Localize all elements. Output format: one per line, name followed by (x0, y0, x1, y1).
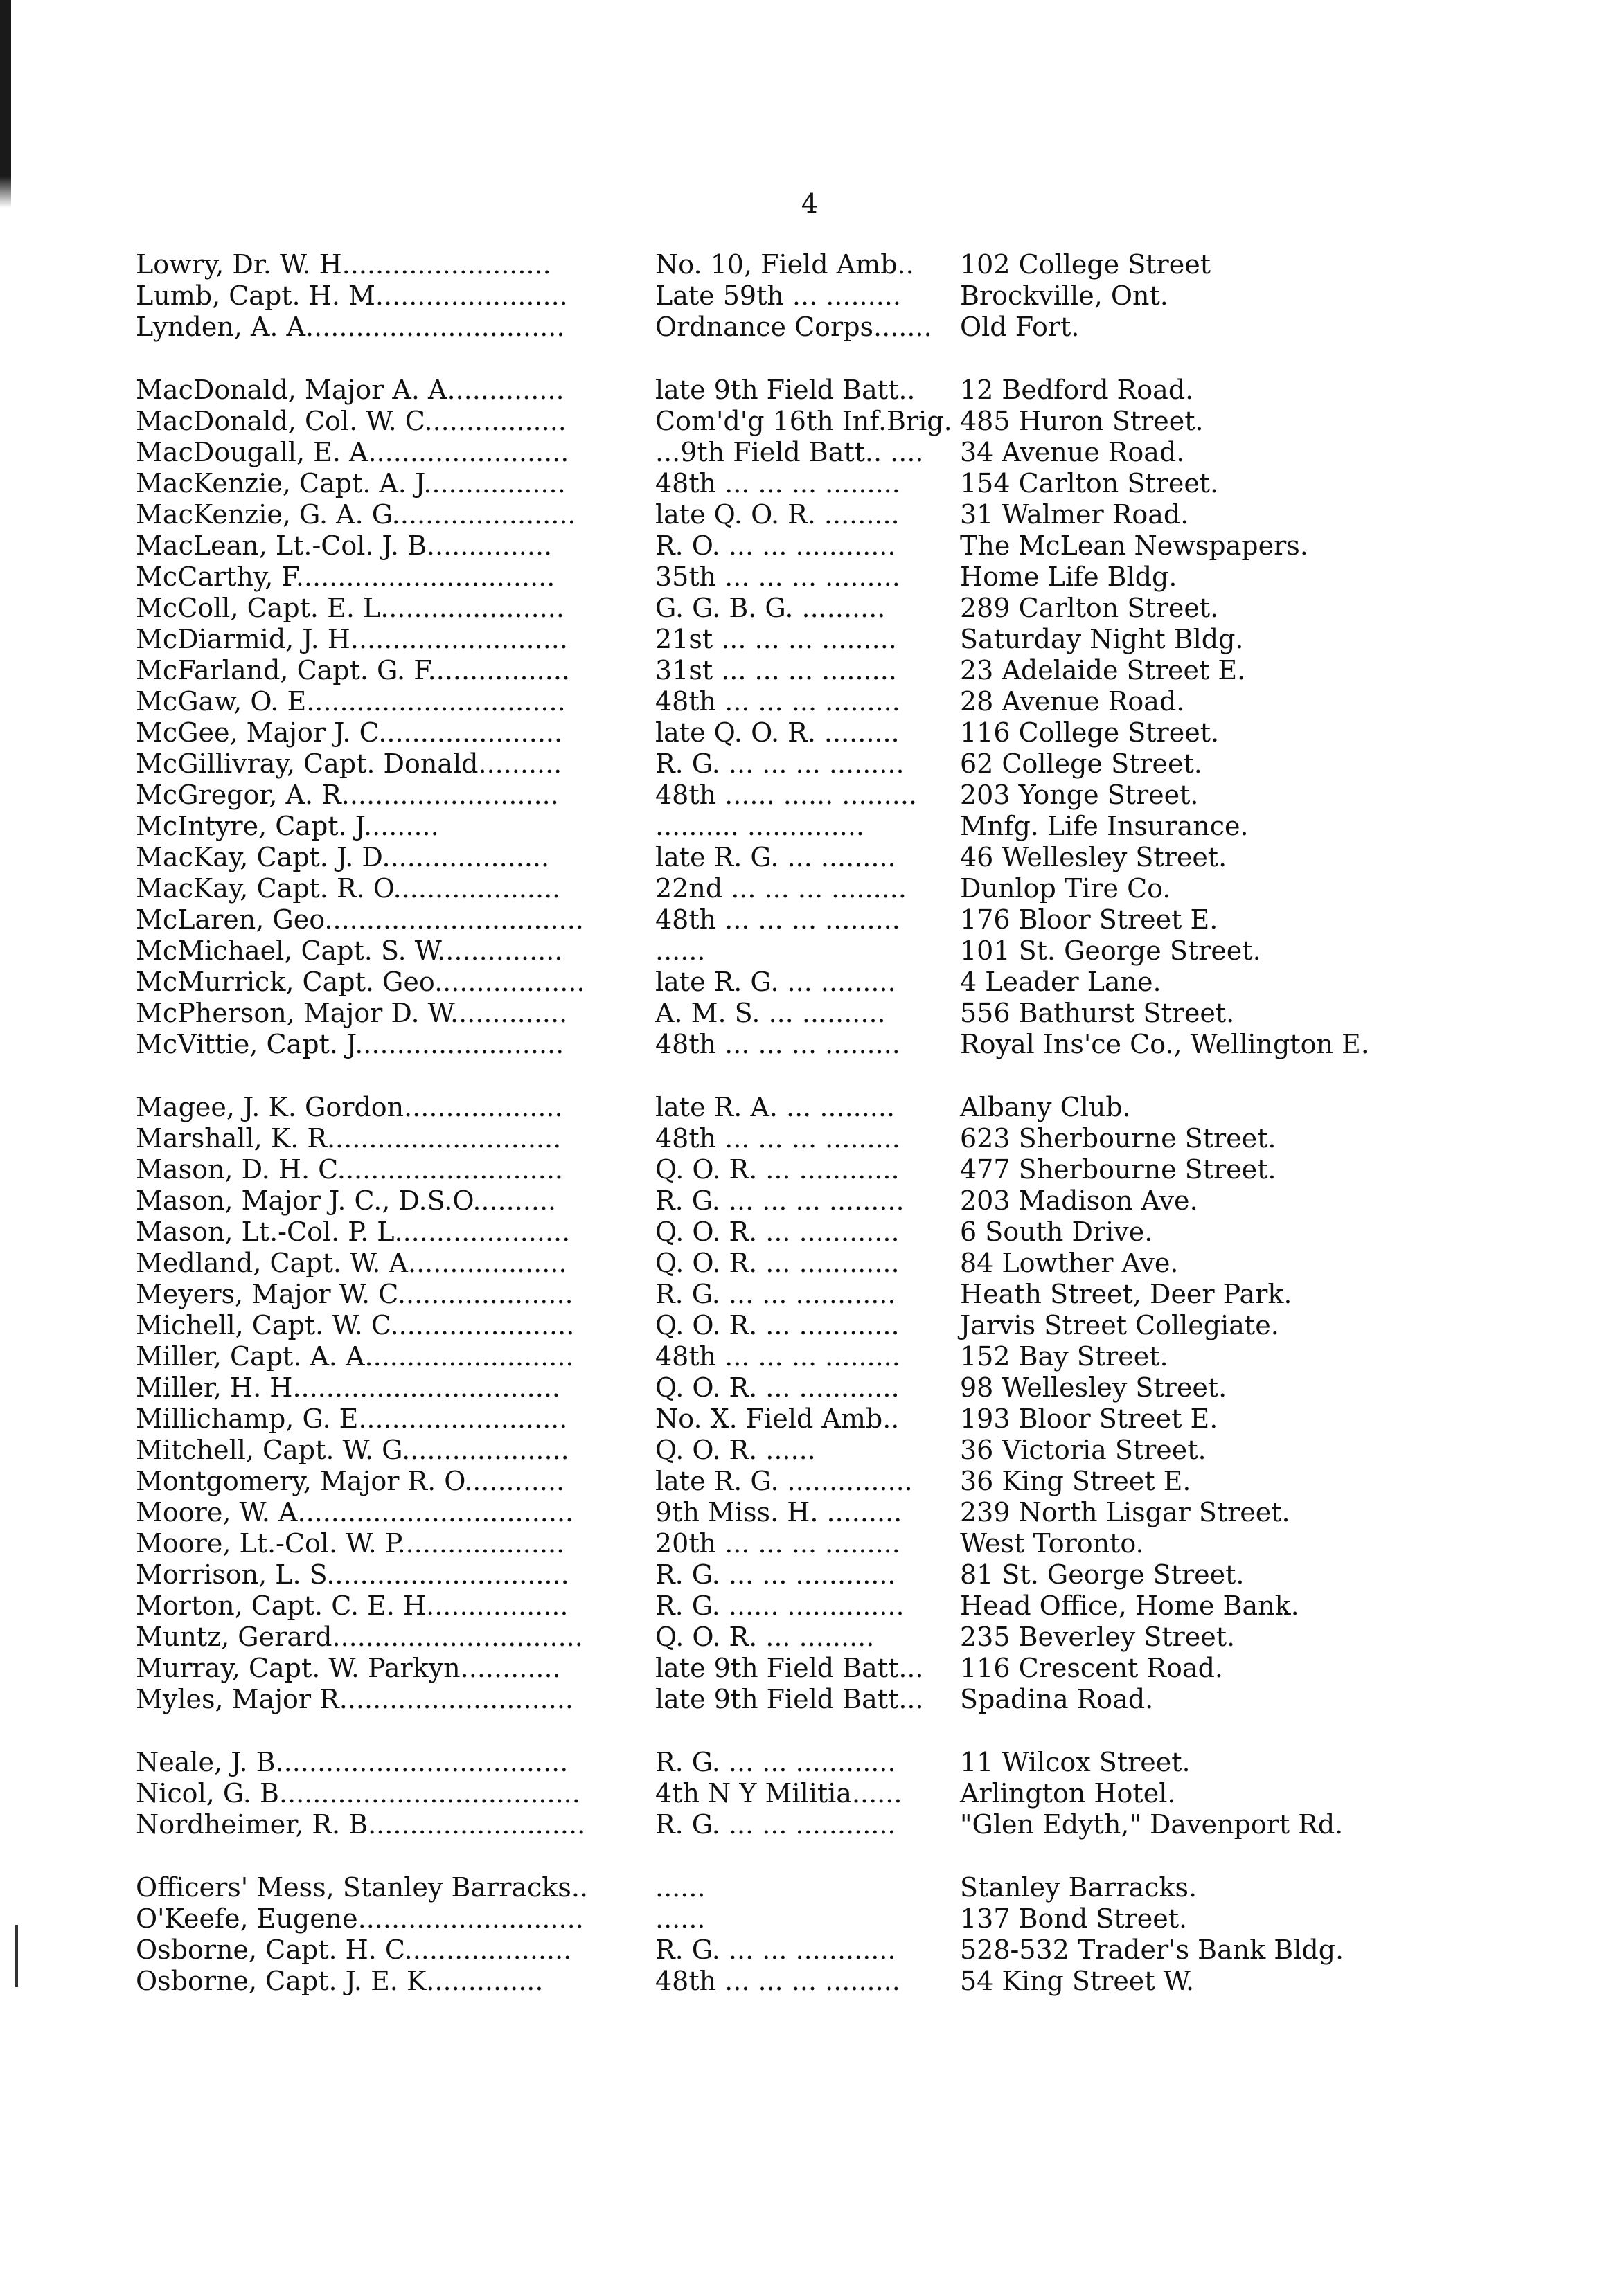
entry-name: McIntyre, Capt. J......... (136, 811, 439, 841)
entry-name: Marshall, K. R............................ (136, 1123, 562, 1154)
entry-name: McVittie, Capt. J......................... (136, 1029, 564, 1059)
entry-unit: 20th ... ... ... ......... (655, 1528, 900, 1559)
entry-unit: Late 59th ... ......... (655, 280, 901, 311)
directory-entry (136, 1123, 1493, 1154)
entry-address: The McLean Newspapers. (960, 530, 1308, 561)
directory-entry (136, 1279, 1493, 1310)
entry-name: Neale, J. B................................... (136, 1747, 569, 1777)
entry-name: Morton, Capt. C. E. H................. (136, 1590, 569, 1621)
entry-name: McColl, Capt. E. L...................... (136, 593, 564, 623)
entry-address: 6 South Drive. (960, 1217, 1153, 1247)
directory-entry (136, 1092, 1493, 1123)
entry-address: 34 Avenue Road. (960, 437, 1185, 467)
entry-name: Miller, H. H................................ (136, 1372, 560, 1403)
directory-entry (136, 1185, 1493, 1217)
entry-name: Meyers, Major W. C..................... (136, 1279, 573, 1309)
entry-name: Magee, J. K. Gordon................... (136, 1092, 563, 1122)
directory-entry (136, 312, 1493, 343)
entry-unit: late Q. O. R. ......... (655, 717, 900, 748)
directory-listing (136, 249, 1493, 2029)
entry-address: 84 Lowther Ave. (960, 1248, 1179, 1278)
entry-unit: No. 10, Field Amb.. (655, 249, 914, 280)
directory-entry (136, 1154, 1493, 1185)
entry-name: MacDougall, E. A........................ (136, 437, 569, 467)
entry-name: Moore, Lt.-Col. W. P.................... (136, 1528, 565, 1559)
directory-entry (136, 1903, 1493, 1935)
directory-entry (136, 249, 1493, 280)
entry-name: MacKay, Capt. J. D.................... (136, 842, 550, 872)
entry-unit: G. G. B. G. .......... (655, 593, 886, 623)
directory-entry (136, 280, 1493, 312)
directory-entry (136, 406, 1493, 437)
entry-name: Mason, D. H. C........................... (136, 1154, 563, 1185)
directory-entry (136, 1341, 1493, 1372)
directory-entry (136, 1684, 1493, 1715)
entry-address: 528-532 Trader's Bank Bldg. (960, 1935, 1344, 1965)
entry-unit: 48th ... ... ... ......... (655, 1341, 900, 1372)
entry-name: MacDonald, Col. W. C................. (136, 406, 567, 436)
directory-entry (136, 655, 1493, 686)
entry-name: McMurrick, Capt. Geo.................. (136, 967, 585, 997)
entry-address: 485 Huron Street. (960, 406, 1204, 436)
entry-unit: Q. O. R. ... ............ (655, 1154, 900, 1185)
entry-address: 36 King Street E. (960, 1466, 1191, 1496)
entry-address: 4 Leader Lane. (960, 967, 1161, 997)
entry-address: Saturday Night Bldg. (960, 624, 1244, 654)
entry-unit: ...9th Field Batt.. .... (655, 437, 924, 467)
entry-name: McGillivray, Capt. Donald.......... (136, 748, 562, 779)
entry-address: 477 Sherbourne Street. (960, 1154, 1276, 1185)
entry-name: McGee, Major J. C...................... (136, 717, 563, 748)
entry-address: 46 Wellesley Street. (960, 842, 1227, 872)
entry-name: Moore, W. A................................. (136, 1497, 574, 1527)
directory-entry (136, 935, 1493, 967)
entry-name: McPherson, Major D. W.............. (136, 998, 568, 1028)
entry-name: Murray, Capt. W. Parkyn............ (136, 1653, 561, 1683)
entry-unit: 48th ... ... ... ......... (655, 1966, 900, 1996)
scan-edge-mark (15, 1925, 18, 1987)
entry-unit: Q. O. R. ... ............ (655, 1217, 900, 1247)
entry-address: Royal Ins'ce Co., Wellington E. (960, 1029, 1369, 1059)
entry-name: Mason, Major J. C., D.S.O.......... (136, 1185, 557, 1216)
entry-name: McMichael, Capt. S. W............... (136, 935, 563, 966)
entry-address: 176 Bloor Street E. (960, 904, 1218, 935)
entry-address: Home Life Bldg. (960, 562, 1177, 592)
entry-unit: late 9th Field Batt... (655, 1684, 924, 1714)
directory-entry (136, 904, 1493, 935)
entry-unit: 4th N Y Militia...... (655, 1778, 902, 1809)
directory-entry (136, 1966, 1493, 1997)
directory-entry (136, 1372, 1493, 1403)
directory-entry (136, 1559, 1493, 1590)
entry-address: Spadina Road. (960, 1684, 1154, 1714)
entry-address: 101 St. George Street. (960, 935, 1261, 966)
directory-entry (136, 499, 1493, 530)
directory-entry (136, 748, 1493, 780)
entry-address: 62 College Street. (960, 748, 1202, 779)
entry-address: 98 Wellesley Street. (960, 1372, 1227, 1403)
entry-unit: late R. G. ... ......... (655, 967, 896, 997)
entry-address: Mnfg. Life Insurance. (960, 811, 1249, 841)
entry-address: 12 Bedford Road. (960, 375, 1194, 405)
directory-entry (136, 1622, 1493, 1653)
entry-unit: Q. O. R. ... ......... (655, 1622, 875, 1652)
directory-entry (136, 811, 1493, 842)
directory-entry (136, 1466, 1493, 1497)
entry-unit: ...... (655, 1903, 706, 1934)
entry-unit: Q. O. R. ... ............ (655, 1310, 900, 1340)
entry-name: Lumb, Capt. H. M....................... (136, 280, 568, 311)
entry-name: MacKenzie, G. A. G...................... (136, 499, 576, 530)
entry-unit: late R. A. ... ......... (655, 1092, 896, 1122)
entry-unit: R. G. ... ... ............ (655, 1809, 896, 1840)
directory-entry (136, 593, 1493, 624)
entry-name: Montgomery, Major R. O............ (136, 1466, 565, 1496)
entry-address: 102 College Street (960, 249, 1211, 280)
entry-name: Medland, Capt. W. A................... (136, 1248, 567, 1278)
entry-unit: Q. O. R. ...... (655, 1435, 816, 1465)
directory-entry (136, 1217, 1493, 1248)
entry-address: "Glen Edyth," Davenport Rd. (960, 1809, 1344, 1840)
entry-unit: 48th ... ... ... ......... (655, 1123, 900, 1154)
entry-name: Muntz, Gerard.............................. (136, 1622, 583, 1652)
directory-entry (136, 1528, 1493, 1559)
entry-unit: R. G. ... ... ... ......... (655, 748, 905, 779)
entry-address: 23 Adelaide Street E. (960, 655, 1246, 685)
page-number: 4 (801, 188, 819, 219)
entry-address: 203 Yonge Street. (960, 780, 1199, 810)
entry-address: 203 Madison Ave. (960, 1185, 1198, 1216)
entry-name: Officers' Mess, Stanley Barracks.. (136, 1872, 588, 1903)
entry-name: MacKay, Capt. R. O.................... (136, 873, 561, 904)
entry-unit: Q. O. R. ... ............ (655, 1372, 900, 1403)
entry-address: 235 Beverley Street. (960, 1622, 1236, 1652)
entry-name: Myles, Major R............................ (136, 1684, 573, 1714)
directory-entry (136, 1935, 1493, 1966)
directory-entry (136, 1747, 1493, 1778)
directory-entry (136, 998, 1493, 1029)
directory-entry (136, 1653, 1493, 1684)
entry-address: 152 Bay Street. (960, 1341, 1168, 1372)
entry-name: Miller, Capt. A. A......................... (136, 1341, 574, 1372)
directory-entry (136, 717, 1493, 748)
entry-address: Albany Club. (960, 1092, 1131, 1122)
entry-unit: late R. G. ............... (655, 1466, 913, 1496)
entry-name: Osborne, Capt. J. E. K.............. (136, 1966, 544, 1996)
entry-address: Heath Street, Deer Park. (960, 1279, 1292, 1309)
entry-name: Mitchell, Capt. W. G.................... (136, 1435, 569, 1465)
directory-group (136, 1092, 1493, 1715)
entry-name: O'Keefe, Eugene........................... (136, 1903, 584, 1934)
entry-unit: late 9th Field Batt.. (655, 375, 916, 405)
entry-unit: 9th Miss. H. ......... (655, 1497, 902, 1527)
entry-name: McLaren, Geo............................... (136, 904, 584, 935)
entry-name: Lowry, Dr. W. H......................... (136, 249, 551, 280)
directory-entry (136, 562, 1493, 593)
entry-unit: R. G. ...... .............. (655, 1590, 905, 1621)
entry-address: Dunlop Tire Co. (960, 873, 1171, 904)
entry-unit: Ordnance Corps....... (655, 312, 932, 342)
entry-name: Nicol, G. B.................................... (136, 1778, 580, 1809)
entry-name: McGregor, A. R.......................... (136, 780, 559, 810)
entry-name: Morrison, L. S............................. (136, 1559, 569, 1590)
entry-address: 137 Bond Street. (960, 1903, 1188, 1934)
entry-address: 81 St. George Street. (960, 1559, 1245, 1590)
entry-unit: late 9th Field Batt... (655, 1653, 924, 1683)
entry-name: Osborne, Capt. H. C.................... (136, 1935, 572, 1965)
directory-entry (136, 1590, 1493, 1622)
directory-entry (136, 1778, 1493, 1809)
entry-unit: 31st ... ... ... ......... (655, 655, 897, 685)
entry-address: Old Fort. (960, 312, 1080, 342)
directory-entry (136, 624, 1493, 655)
entry-address: Head Office, Home Bank. (960, 1590, 1299, 1621)
directory-group (136, 1872, 1493, 1997)
entry-address: Jarvis Street Collegiate. (960, 1310, 1279, 1340)
entry-unit: late R. G. ... ......... (655, 842, 896, 872)
directory-entry (136, 1435, 1493, 1466)
entry-address: 28 Avenue Road. (960, 686, 1185, 717)
entry-unit: 35th ... ... ... ......... (655, 562, 900, 592)
directory-entry (136, 1248, 1493, 1279)
entry-name: McDiarmid, J. H.......................... (136, 624, 568, 654)
directory-entry (136, 873, 1493, 904)
entry-unit: A. M. S. ... .......... (655, 998, 886, 1028)
entry-unit: R. G. ... ... ............ (655, 1747, 896, 1777)
entry-unit: R. G. ... ... ............ (655, 1935, 896, 1965)
directory-entry (136, 375, 1493, 406)
entry-unit: Com'd'g 16th Inf.Brig. (655, 406, 952, 436)
entry-unit: R. G. ... ... ............ (655, 1279, 896, 1309)
entry-name: Nordheimer, R. B.......................... (136, 1809, 586, 1840)
directory-entry (136, 1497, 1493, 1528)
entry-unit: 48th ... ... ... ......... (655, 468, 900, 499)
entry-unit: 48th ... ... ... ......... (655, 1029, 900, 1059)
entry-unit: R. G. ... ... ... ......... (655, 1185, 905, 1216)
entry-unit: .......... .............. (655, 811, 864, 841)
entry-name: Mason, Lt.-Col. P. L..................... (136, 1217, 571, 1247)
entry-address: 116 College Street. (960, 717, 1220, 748)
entry-address: 239 North Lisgar Street. (960, 1497, 1290, 1527)
entry-address: 36 Victoria Street. (960, 1435, 1207, 1465)
entry-unit: ...... (655, 935, 706, 966)
entry-address: 54 King Street W. (960, 1966, 1195, 1996)
entry-unit: No. X. Field Amb.. (655, 1403, 900, 1434)
entry-address: 623 Sherbourne Street. (960, 1123, 1276, 1154)
entry-address: Brockville, Ont. (960, 280, 1168, 311)
entry-name: MacDonald, Major A. A.............. (136, 375, 564, 405)
entry-unit: 22nd ... ... ... ......... (655, 873, 907, 904)
entry-unit: 48th ...... ...... ......... (655, 780, 917, 810)
entry-name: MacLean, Lt.-Col. J. B............... (136, 530, 553, 561)
entry-name: McGaw, O. E............................... (136, 686, 566, 717)
directory-entry (136, 1872, 1493, 1903)
directory-entry (136, 842, 1493, 873)
entry-name: McFarland, Capt. G. F................. (136, 655, 570, 685)
entry-name: Michell, Capt. W. C...................... (136, 1310, 575, 1340)
entry-address: Arlington Hotel. (960, 1778, 1176, 1809)
entry-address: 556 Bathurst Street. (960, 998, 1235, 1028)
directory-entry (136, 1809, 1493, 1840)
entry-address: 154 Carlton Street. (960, 468, 1219, 499)
entry-unit: 48th ... ... ... ......... (655, 904, 900, 935)
entry-unit: 48th ... ... ... ......... (655, 686, 900, 717)
directory-entry (136, 780, 1493, 811)
entry-name: MacKenzie, Capt. A. J................. (136, 468, 566, 499)
entry-address: 31 Walmer Road. (960, 499, 1189, 530)
entry-unit: Q. O. R. ... ............ (655, 1248, 900, 1278)
entry-address: 193 Bloor Street E. (960, 1403, 1218, 1434)
directory-group (136, 375, 1493, 1060)
entry-name: McCarthy, F............................... (136, 562, 555, 592)
entry-unit: late Q. O. R. ......... (655, 499, 900, 530)
directory-entry (136, 468, 1493, 499)
directory-group (136, 249, 1493, 343)
entry-address: 116 Crescent Road. (960, 1653, 1223, 1683)
entry-address: West Toronto. (960, 1528, 1144, 1559)
directory-entry (136, 1310, 1493, 1341)
directory-group (136, 1747, 1493, 1840)
directory-entry (136, 437, 1493, 468)
scan-edge-shadow (0, 0, 11, 208)
entry-name: Millichamp, G. E......................... (136, 1403, 568, 1434)
directory-entry (136, 967, 1493, 998)
directory-entry (136, 530, 1493, 562)
entry-unit: R. G. ... ... ............ (655, 1559, 896, 1590)
entry-unit: ...... (655, 1872, 706, 1903)
directory-entry (136, 686, 1493, 717)
directory-entry (136, 1403, 1493, 1435)
entry-name: Lynden, A. A............................... (136, 312, 565, 342)
entry-unit: R. O. ... ... ............ (655, 530, 896, 561)
entry-unit: 21st ... ... ... ......... (655, 624, 897, 654)
entry-address: 289 Carlton Street. (960, 593, 1219, 623)
entry-address: 11 Wilcox Street. (960, 1747, 1191, 1777)
entry-address: Stanley Barracks. (960, 1872, 1198, 1903)
directory-entry (136, 1029, 1493, 1060)
